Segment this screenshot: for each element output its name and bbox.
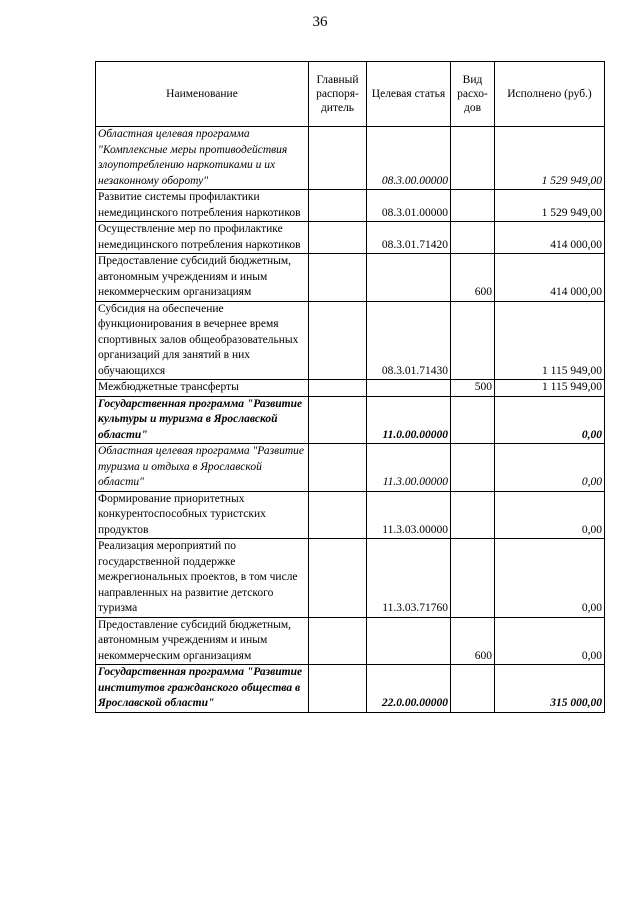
row-target-cell	[367, 380, 451, 397]
row-amount-cell: 0,00	[495, 444, 605, 492]
table-row	[96, 127, 605, 190]
table-row	[96, 665, 605, 713]
row-chief-cell	[309, 617, 367, 665]
table-body	[96, 127, 605, 713]
row-chief-cell	[309, 396, 367, 444]
row-amount-cell: 414 000,00	[495, 222, 605, 254]
row-chief-cell	[309, 254, 367, 302]
table-row	[96, 190, 605, 222]
row-chief-cell	[309, 127, 367, 190]
table-row	[96, 380, 605, 397]
row-kind-cell: 600	[451, 617, 495, 665]
row-name-cell: Предоставление субсидий бюджетным, автономным учреждениям и иным некоммерческим организациям	[96, 254, 309, 302]
row-kind-cell	[451, 539, 495, 618]
row-name-cell: Субсидия на обеспечение функционирования в вечернее время спортивных залов общеобразовательных организаций для занятий в них обучающихся	[96, 301, 309, 380]
row-kind-cell	[451, 491, 495, 539]
row-amount-cell: 1 115 949,00	[495, 380, 605, 397]
row-chief-cell	[309, 444, 367, 492]
table-row	[96, 444, 605, 492]
row-target-cell: 11.3.00.00000	[367, 444, 451, 492]
row-target-cell: 11.0.00.00000	[367, 396, 451, 444]
row-amount-cell: 1 115 949,00	[495, 301, 605, 380]
row-target-cell: 08.3.01.00000	[367, 190, 451, 222]
table-row	[96, 396, 605, 444]
row-amount-cell: 0,00	[495, 491, 605, 539]
row-chief-cell	[309, 665, 367, 713]
header-chief-administrator: Главный распоря-дитель	[309, 62, 367, 127]
header-target-article: Целевая статья	[367, 62, 451, 127]
row-name-cell: Государственная программа "Развитие культуры и туризма в Ярославской области"	[96, 396, 309, 444]
header-expense-kind: Вид расхо-дов	[451, 62, 495, 127]
row-kind-cell: 500	[451, 380, 495, 397]
row-kind-cell	[451, 190, 495, 222]
row-target-cell: 22.0.00.00000	[367, 665, 451, 713]
row-amount-cell: 414 000,00	[495, 254, 605, 302]
row-name-cell: Осуществление мер по профилактике немедицинского потребления наркотиков	[96, 222, 309, 254]
row-chief-cell	[309, 190, 367, 222]
row-chief-cell	[309, 491, 367, 539]
row-chief-cell	[309, 222, 367, 254]
table-row	[96, 491, 605, 539]
row-name-cell: Реализация мероприятий по государственной поддержке межрегиональных проектов, в том числе направленных на развитие детского туризма	[96, 539, 309, 618]
row-name-cell: Формирование приоритетных конкурентоспособных туристских продуктов	[96, 491, 309, 539]
row-amount-cell: 0,00	[495, 539, 605, 618]
row-target-cell: 11.3.03.71760	[367, 539, 451, 618]
row-kind-cell	[451, 127, 495, 190]
row-amount-cell: 1 529 949,00	[495, 127, 605, 190]
row-amount-cell: 0,00	[495, 617, 605, 665]
header-name: Наименование	[96, 62, 309, 127]
row-target-cell	[367, 617, 451, 665]
row-name-cell: Предоставление субсидий бюджетным, автономным учреждениям и иным некоммерческим организациям	[96, 617, 309, 665]
row-target-cell	[367, 254, 451, 302]
row-chief-cell	[309, 380, 367, 397]
row-kind-cell	[451, 396, 495, 444]
table-header-row	[96, 62, 605, 127]
row-amount-cell: 0,00	[495, 396, 605, 444]
budget-execution-table	[95, 61, 605, 713]
row-name-cell: Межбюджетные трансферты	[96, 380, 309, 397]
row-name-cell: Государственная программа "Развитие институтов гражданского общества в Ярославской области"	[96, 665, 309, 713]
row-kind-cell	[451, 222, 495, 254]
row-kind-cell	[451, 301, 495, 380]
row-target-cell: 08.3.01.71430	[367, 301, 451, 380]
row-target-cell: 08.3.01.71420	[367, 222, 451, 254]
page-number: 36	[312, 14, 328, 30]
row-kind-cell: 600	[451, 254, 495, 302]
row-name-cell: Областная целевая программа "Развитие туризма и отдыха в Ярославской области"	[96, 444, 309, 492]
table-row	[96, 617, 605, 665]
table-row	[96, 254, 605, 302]
header-executed-amount: Исполнено (руб.)	[495, 62, 605, 127]
table-row	[96, 539, 605, 618]
table-row	[96, 222, 605, 254]
row-kind-cell	[451, 665, 495, 713]
table-row	[96, 301, 605, 380]
row-name-cell: Развитие системы профилактики немедицинского потребления наркотиков	[96, 190, 309, 222]
row-target-cell: 11.3.03.00000	[367, 491, 451, 539]
row-chief-cell	[309, 539, 367, 618]
row-name-cell: Областная целевая программа "Комплексные меры противодействия злоупотреблению наркотиками и их незаконному обороту"	[96, 127, 309, 190]
row-amount-cell: 1 529 949,00	[495, 190, 605, 222]
row-amount-cell: 315 000,00	[495, 665, 605, 713]
row-kind-cell	[451, 444, 495, 492]
row-target-cell: 08.3.00.00000	[367, 127, 451, 190]
row-chief-cell	[309, 301, 367, 380]
